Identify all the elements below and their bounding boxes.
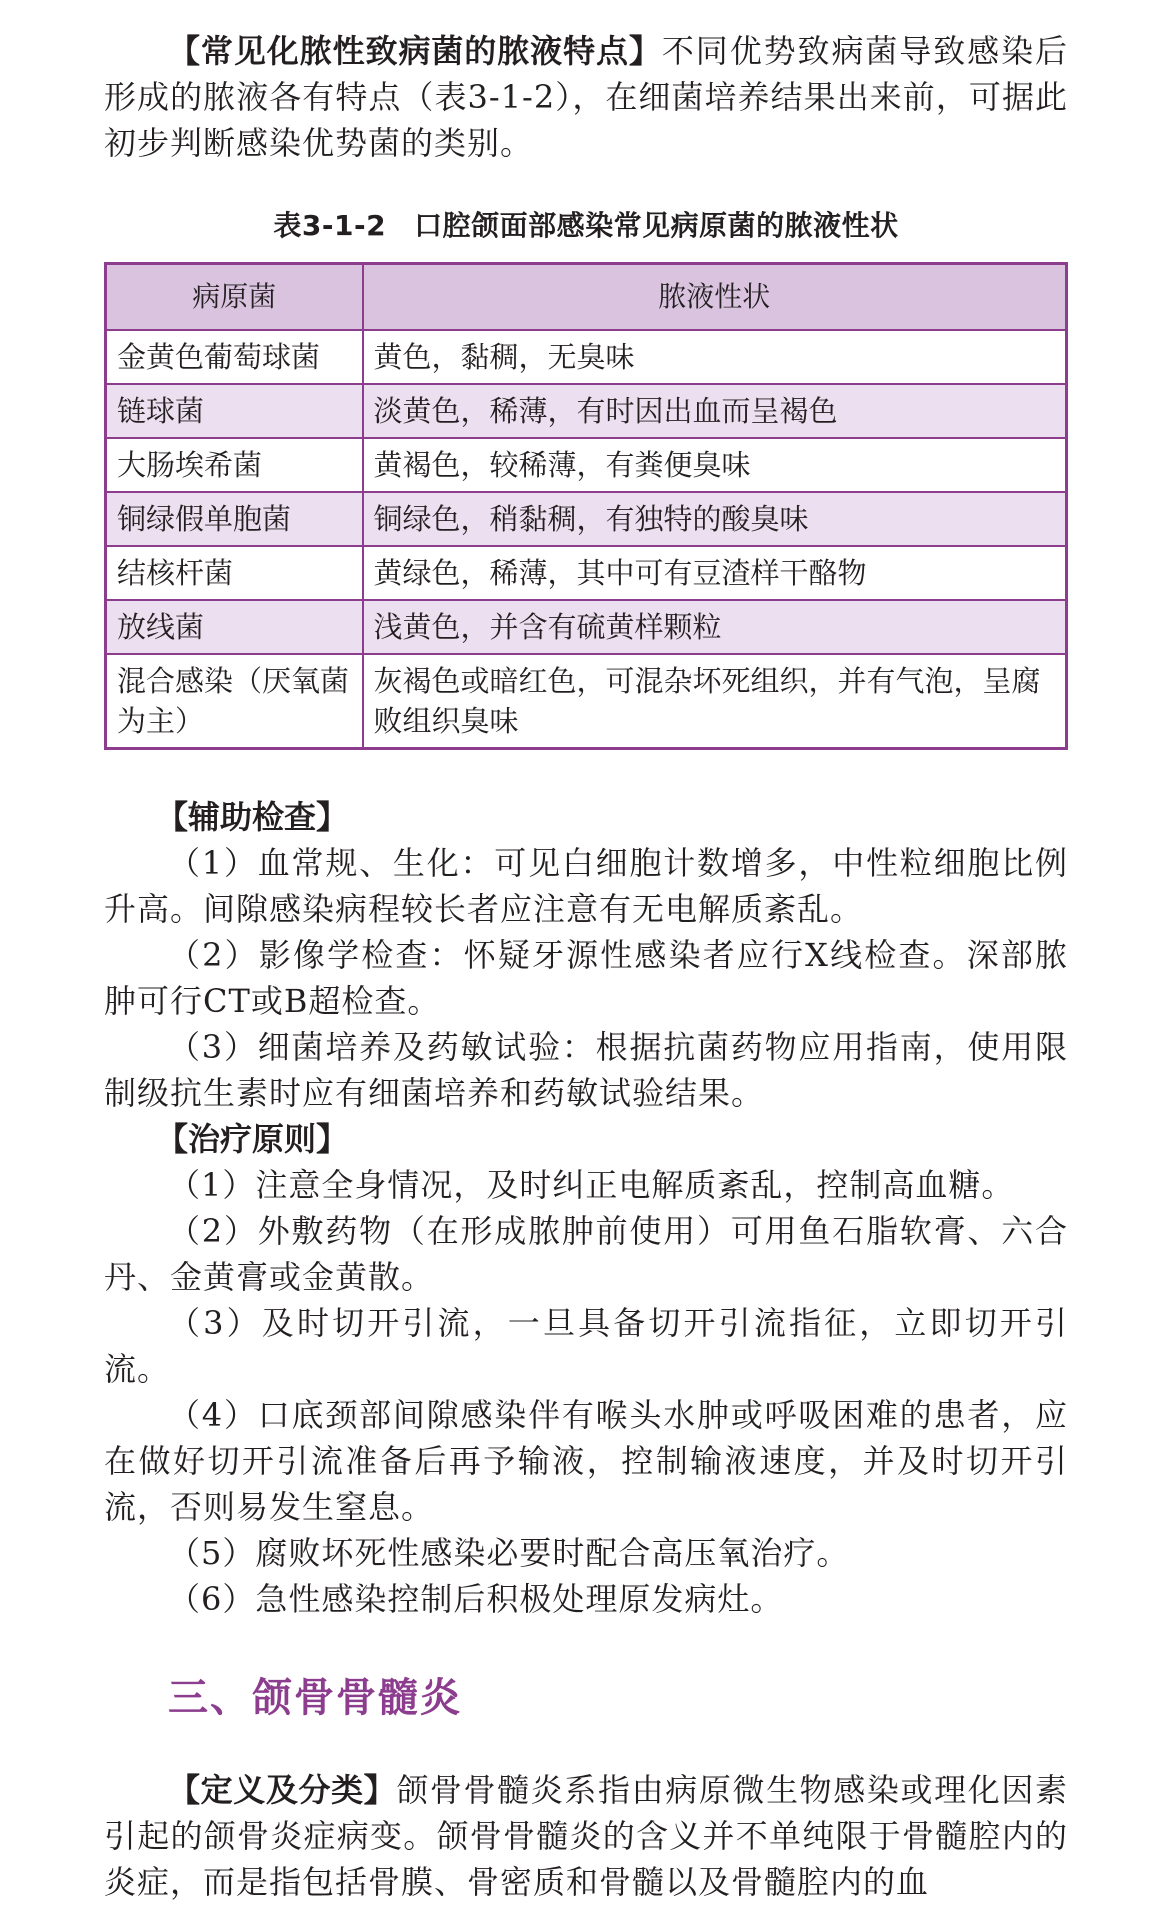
- table-cell-pus: 淡黄色，稀薄，有时因出血而呈褐色: [363, 384, 1067, 438]
- aux-item-3: （3）细菌培养及药敏试验：根据抗菌药物应用指南，使用限制级抗生素时应有细菌培养和药敏试验结果。: [104, 1028, 1068, 1112]
- pus-characteristics-table: [104, 262, 1068, 750]
- table-row: [106, 330, 1067, 384]
- table-cell-pus: 黄绿色，稀薄，其中可有豆渣样干酪物: [363, 546, 1067, 600]
- table-header-row: [106, 264, 1067, 331]
- intro-text: 不同优势致病菌导致感染后形成的脓液各有特点（表3-1-2），在细菌培养结果出来前，可据此初步判断感染优势菌的类别。: [104, 32, 1068, 162]
- table-cell-pathogen: 链球菌: [106, 384, 363, 438]
- treatment-heading: 【治疗原则】: [156, 1120, 349, 1158]
- table-cell-pathogen: 铜绿假单胞菌: [106, 492, 363, 546]
- definition-heading: 【定义及分类】: [168, 1771, 397, 1809]
- treatment-item-1: （1）注意全身情况，及时纠正电解质紊乱，控制高血糖。: [168, 1166, 1015, 1204]
- page-content: [104, 28, 1068, 1905]
- table-cell-pus: 黄色，黏稠，无臭味: [363, 330, 1067, 384]
- table-caption-number: 表3-1-2: [273, 209, 387, 242]
- intro-paragraph: [104, 28, 1068, 166]
- table-cell-pathogen: 金黄色葡萄球菌: [106, 330, 363, 384]
- aux-item-1: （1）血常规、生化：可见白细胞计数增多，中性粒细胞比例升高。间隙感染病程较长者应注意有无电解质紊乱。: [104, 844, 1068, 928]
- table-cell-pathogen: 大肠埃希菌: [106, 438, 363, 492]
- definition-text: 颌骨骨髓炎系指由病原微生物感染或理化因素引起的颌骨炎症病变。颌骨骨髓炎的含义并不单纯限于骨髓腔内的炎症，而是指包括骨膜、骨密质和骨髓以及骨髓腔内的血: [104, 1771, 1068, 1901]
- table-row: [106, 384, 1067, 438]
- aux-heading: 【辅助检查】: [156, 798, 349, 836]
- treatment-item-3: （3）及时切开引流，一旦具备切开引流指征，立即切开引流。: [104, 1304, 1068, 1388]
- table-cell-pathogen: 放线菌: [106, 600, 363, 654]
- treatment-item-5: （5）腐败坏死性感染必要时配合高压氧治疗。: [168, 1534, 850, 1572]
- table-row: [106, 654, 1067, 749]
- table-cell-pus: 铜绿色，稍黏稠，有独特的酸臭味: [363, 492, 1067, 546]
- treatment-item-2: （2）外敷药物（在形成脓肿前使用）可用鱼石脂软膏、六合丹、金黄膏或金黄散。: [104, 1212, 1068, 1296]
- definition-paragraph: [104, 1767, 1068, 1905]
- treatment-item-4: （4）口底颈部间隙感染伴有喉头水肿或呼吸困难的患者，应在做好切开引流准备后再予输液，控制输液速度，并及时切开引流，否则易发生窒息。: [104, 1396, 1068, 1526]
- table-caption-title: 口腔颌面部感染常见病原菌的脓液性状: [414, 209, 899, 242]
- treatment-item-6: （6）急性感染控制后积极处理原发病灶。: [168, 1580, 784, 1618]
- intro-heading: 【常见化脓性致病菌的脓液特点】: [168, 32, 662, 70]
- table-cell-pus: 浅黄色，并含有硫黄样颗粒: [363, 600, 1067, 654]
- table-header-pathogen: 病原菌: [106, 264, 363, 331]
- table-row: [106, 438, 1067, 492]
- table-row: [106, 546, 1067, 600]
- aux-item-2: （2）影像学检查：怀疑牙源性感染者应行X线检查。深部脓肿可行CT或B超检查。: [104, 936, 1068, 1020]
- table-cell-pus: 黄褐色，较稀薄，有粪便臭味: [363, 438, 1067, 492]
- table-caption: [104, 204, 1068, 244]
- table-cell-pathogen: 混合感染（厌氧菌为主）: [106, 654, 363, 749]
- table-row: [106, 600, 1067, 654]
- table-header-pus: 脓液性状: [363, 264, 1067, 331]
- aux-section: [104, 794, 1068, 1116]
- chapter-title: 三、颌骨骨髓炎: [168, 1674, 462, 1721]
- treatment-section: [104, 1116, 1068, 1622]
- table-row: [106, 492, 1067, 546]
- table-cell-pus: 灰褐色或暗红色，可混杂坏死组织，并有气泡，呈腐败组织臭味: [363, 654, 1067, 749]
- table-cell-pathogen: 结核杆菌: [106, 546, 363, 600]
